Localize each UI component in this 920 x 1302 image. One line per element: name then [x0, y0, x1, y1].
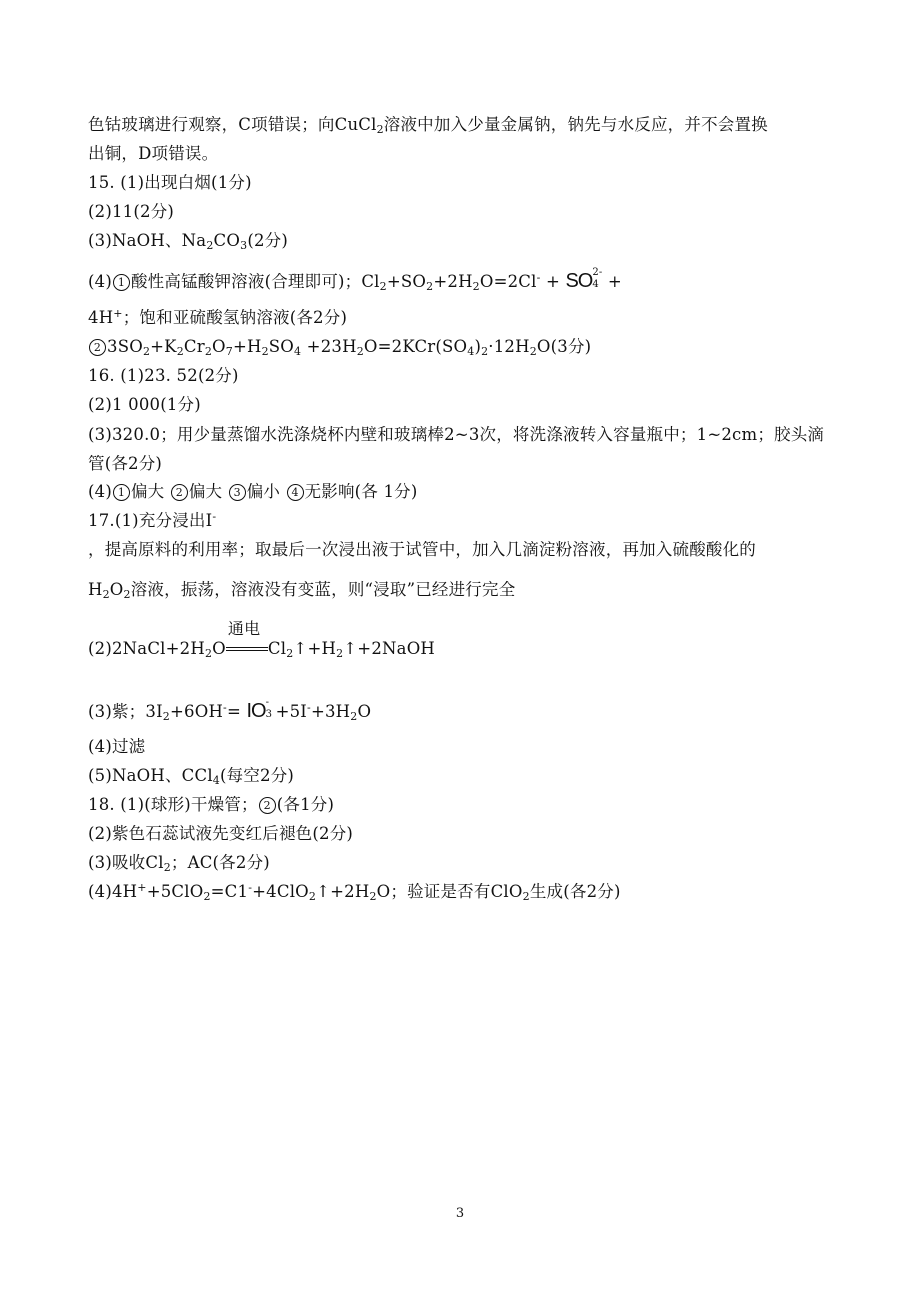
text: +5ClO — [146, 882, 204, 901]
subscript: 2 — [376, 123, 384, 136]
circled-number: 2 — [171, 484, 188, 501]
equals-bar-bottom — [226, 650, 268, 651]
text: ) — [474, 337, 482, 356]
q15-part4-line2 — [88, 307, 833, 329]
text: ；饱和亚硫酸氢钠溶液(各2分) — [122, 308, 348, 327]
text: (每空2分) — [220, 766, 295, 785]
subscript: 2 — [308, 890, 317, 903]
subscript: 2 — [163, 861, 171, 874]
subscript: 2 — [426, 280, 434, 293]
text: 15. (1)出现白烟(1分) — [88, 173, 252, 192]
q16-part1 — [88, 365, 833, 387]
text: O；验证是否有ClO — [376, 882, 523, 901]
subscript: 2 — [261, 345, 269, 358]
text: O — [212, 639, 226, 658]
text: =C1 — [210, 882, 249, 901]
q15-part1 — [88, 172, 833, 194]
text: 17.(1)充分浸出I — [88, 511, 213, 530]
text: +2H — [433, 272, 473, 291]
circled-number: 3 — [229, 484, 246, 501]
condition-label: 通电 — [227, 619, 261, 638]
subscript: 2 — [379, 280, 387, 293]
subscript: 7 — [225, 345, 233, 358]
q18-part3 — [88, 852, 833, 874]
text: = — [226, 702, 247, 721]
q18-part4 — [88, 881, 833, 903]
circled-number: 4 — [287, 484, 304, 501]
text: (2)紫色石蕊试液先变红后褪色(2分) — [88, 824, 354, 843]
text: (3)320.0；用少量蒸馏水洗涤烧杯内壁和玻璃棒2~3次，将洗涤液转入容量瓶中；1~2cm；胶头滴管(各2分) — [88, 425, 825, 473]
q18-part1 — [88, 794, 833, 816]
text: +SO — [386, 272, 427, 291]
text: SO — [268, 337, 295, 356]
text: Cl — [267, 639, 287, 658]
subscript: 2 — [204, 345, 213, 358]
superscript: + — [113, 307, 123, 320]
q17-part4 — [88, 736, 833, 758]
superscript: - — [212, 510, 217, 523]
q17-part5 — [88, 765, 833, 787]
text: ↑+2NaOH — [343, 639, 436, 658]
subscript: 4 — [212, 774, 220, 787]
text: ↑+2H — [316, 882, 370, 901]
subscript: 2 — [123, 588, 131, 601]
subscript: 2 — [162, 710, 170, 723]
text: O=2Cl — [479, 272, 537, 291]
superscript: - — [536, 271, 541, 284]
text: (2)2NaCl+2H — [88, 639, 205, 658]
text: (各1分) — [276, 795, 335, 814]
subscript: 2 — [102, 588, 110, 601]
q17-part1-line3 — [88, 579, 833, 601]
subscript: 4 — [294, 345, 302, 358]
text: + — [540, 272, 566, 291]
sulfate-ion: SO — [565, 270, 593, 292]
ion-charge: - — [265, 697, 270, 708]
subscript: 2 — [350, 710, 358, 723]
text: +H — [232, 337, 262, 356]
text: Cr — [183, 337, 205, 356]
superscript: - — [223, 701, 227, 714]
text: +23H — [301, 337, 357, 356]
subscript: 2 — [356, 345, 364, 358]
subscript: 2 — [286, 647, 294, 660]
text: 溶液中加入少量金属钠，钠先与水反应，并不会置换 — [383, 115, 768, 134]
text: 出铜，D项错误。 — [88, 144, 219, 163]
subscript: 2 — [204, 647, 213, 660]
q15-part4-line1 — [88, 267, 833, 293]
subscript: 2 — [472, 280, 480, 293]
reaction-condition-arrow — [226, 619, 268, 660]
text: 偏大 — [130, 482, 170, 501]
q17-part1-line1 — [88, 510, 833, 532]
text: 酸性高锰酸钾溶液(合理即可)；Cl — [130, 272, 380, 291]
text: (3)NaOH、Na — [88, 231, 207, 250]
text: +4ClO — [252, 882, 309, 901]
text: (4)过滤 — [88, 737, 146, 756]
subscript: 2 — [336, 647, 344, 660]
text: (4) — [88, 272, 112, 291]
text: 溶液，振荡，溶液没有变蓝，则“浸取”已经进行完全 — [130, 580, 516, 599]
text: (5)NaOH、CCl — [88, 766, 213, 785]
text: CO — [213, 231, 241, 250]
subscript: 4 — [467, 345, 475, 358]
text: H — [88, 580, 103, 599]
page-number: 3 — [455, 1206, 465, 1221]
q15-part4-line3 — [88, 336, 833, 358]
q17-part2-electrolysis — [88, 619, 833, 660]
q15-part2 — [88, 201, 833, 223]
text: +5I — [275, 702, 308, 721]
q15-part3 — [88, 230, 833, 252]
text: (3)紫；3I — [88, 702, 163, 721]
line-d-option — [88, 143, 833, 165]
q16-part4 — [88, 481, 833, 503]
line-c-d-options — [88, 114, 833, 136]
text: 偏小 — [246, 482, 286, 501]
text: 3SO — [107, 337, 143, 356]
superscript: - — [307, 701, 311, 714]
q16-part2 — [88, 394, 833, 416]
subscript: 2 — [176, 345, 184, 358]
text: 4H — [88, 308, 114, 327]
ion-subscript: 4 — [592, 279, 599, 290]
circled-number: 2 — [259, 797, 276, 814]
circled-number: 1 — [113, 274, 130, 291]
text: O — [212, 337, 226, 356]
q17-part1-line2 — [88, 539, 833, 561]
text: O=2KCr(SO — [363, 337, 468, 356]
text: 无影响(各 1分) — [304, 482, 418, 501]
ion-subscript: 3 — [265, 709, 273, 720]
ion-charge-stack — [265, 697, 276, 721]
text: (2分) — [247, 231, 288, 250]
text: O(3分) — [536, 337, 592, 356]
subscript: 3 — [240, 239, 248, 252]
text: ，提高原料的利用率；取最后一次浸出液于试管中，加入几滴淀粉溶液，再加入硫酸酸化的 — [88, 540, 756, 559]
subscript: 2 — [206, 239, 214, 252]
text: 18. (1)(球形)干燥管； — [88, 795, 258, 814]
text: +6OH — [170, 702, 224, 721]
subscript: 2 — [522, 890, 530, 903]
q18-part2 — [88, 823, 833, 845]
text: (2)11(2分) — [88, 202, 175, 221]
text: O — [109, 580, 124, 599]
text: ；AC(各2分) — [170, 853, 270, 872]
text: + — [602, 272, 622, 291]
iodate-ion: IO — [246, 700, 266, 722]
q17-part3 — [88, 697, 833, 723]
circled-number: 1 — [113, 484, 130, 501]
text: 16. (1)23. 52(2分) — [88, 366, 239, 385]
text: 偏大 — [188, 482, 228, 501]
subscript: 2 — [481, 345, 489, 358]
ion-charge: 2- — [592, 267, 603, 278]
ion-charge-stack — [592, 267, 603, 291]
q16-part3 — [88, 420, 833, 478]
text: 生成(各2分) — [529, 882, 621, 901]
text: ·12H — [488, 337, 530, 356]
text: +K — [150, 337, 177, 356]
text: O — [357, 702, 372, 721]
text: 色钴玻璃进行观察，C项错误；向CuCl — [88, 115, 377, 134]
circled-number: 2 — [89, 339, 106, 356]
subscript: 2 — [529, 345, 537, 358]
text: (3)吸收Cl — [88, 853, 164, 872]
subscript: 2 — [203, 890, 211, 903]
equals-bar-top — [226, 647, 268, 648]
text: (4)4H — [88, 882, 138, 901]
text: (4) — [88, 482, 112, 501]
text: (2)1 000(1分) — [88, 395, 201, 414]
superscript: + — [137, 881, 147, 894]
text: +3H — [310, 702, 351, 721]
text: ↑+H — [293, 639, 337, 658]
subscript: 2 — [369, 890, 377, 903]
subscript: 2 — [142, 345, 151, 358]
superscript: - — [248, 881, 253, 894]
